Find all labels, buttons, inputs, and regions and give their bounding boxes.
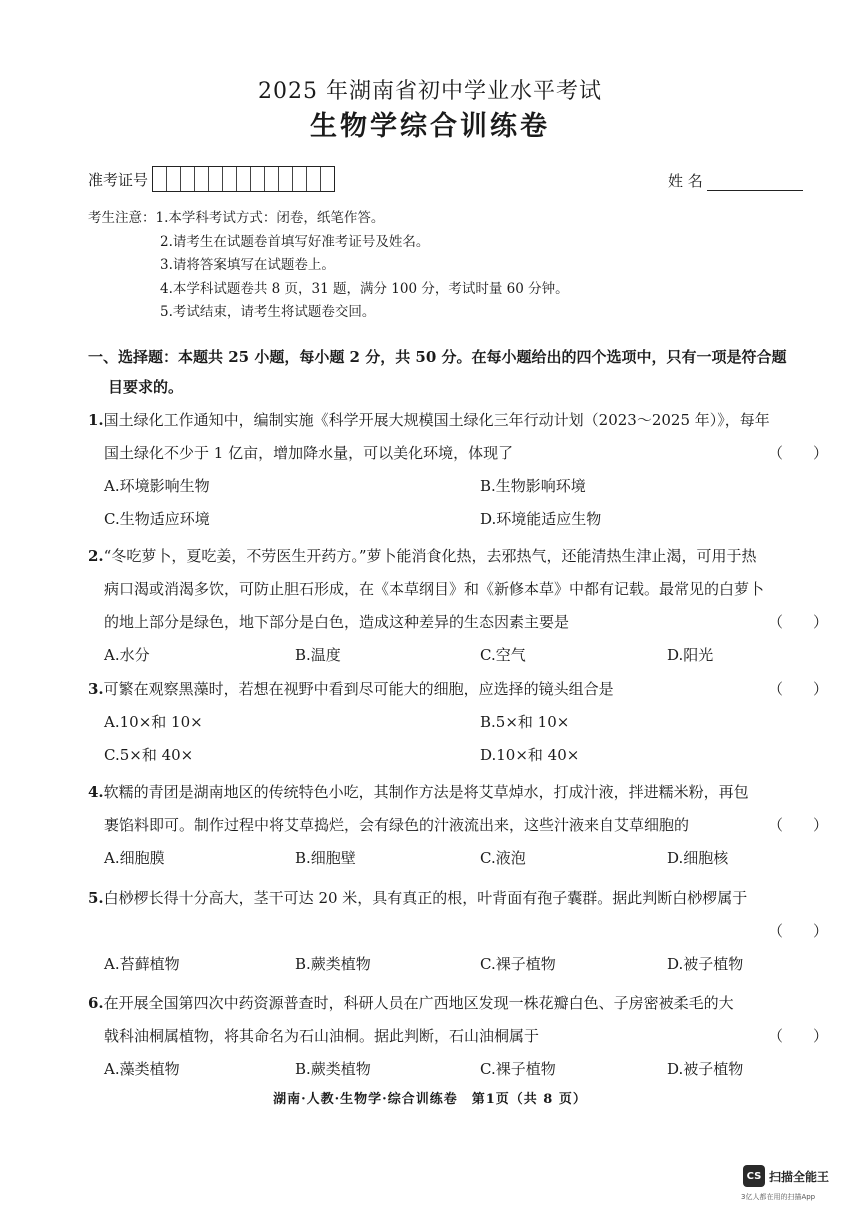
option-d: D.环境能适应生物 (480, 510, 602, 528)
answer-parenthesis[interactable]: （ ） (767, 613, 828, 631)
answer-parenthesis[interactable]: （ ） (767, 444, 828, 462)
option-b: B.5×和 10× (480, 713, 570, 731)
page-footer: 湖南·人教·生物学·综合训练卷 第1页（共 8 页） (273, 1092, 587, 1107)
question-6 (88, 987, 828, 1086)
notice-item: 3.请将答案填写在试题卷上。 (160, 257, 335, 273)
question-text: 戟科油桐属植物，将其命名为石山油桐。据此判断，石山油桐属于 (104, 1027, 540, 1045)
option-a: A.藻类植物 (104, 1060, 180, 1078)
option-b: B.生物影响环境 (480, 477, 586, 495)
candidate-name-row (668, 170, 803, 191)
option-row (88, 842, 828, 875)
option-row (88, 706, 828, 739)
answer-parenthesis[interactable]: （ ） (767, 922, 828, 940)
option-c: C.5×和 40× (104, 746, 194, 764)
question-number: 1. (88, 411, 104, 429)
candidate-id-digit-box[interactable] (181, 167, 195, 191)
candidate-id-digit-box[interactable] (307, 167, 321, 191)
option-a: A.水分 (104, 646, 150, 664)
option-d: D.被子植物 (667, 1060, 744, 1078)
answer-parenthesis[interactable]: （ ） (767, 680, 828, 698)
option-a: A.细胞膜 (104, 849, 165, 867)
option-a: A.环境影响生物 (104, 477, 210, 495)
notice-item: 2.请考生在试题卷首填写好准考证号及姓名。 (160, 233, 430, 250)
option-a: A.苔藓植物 (104, 955, 180, 973)
candidate-notice (88, 207, 569, 325)
notice-item: 1.本学科考试方式：闭卷，纸笔作答。 (155, 210, 385, 226)
question-number: 2. (88, 547, 104, 565)
question-text: 的地上部分是绿色，地下部分是白色，造成这种差异的生态因素主要是 (104, 613, 570, 631)
question-number: 5. (88, 889, 104, 907)
option-c: C.裸子植物 (480, 1060, 556, 1078)
option-row (88, 739, 828, 772)
option-row (88, 1053, 828, 1086)
option-row (88, 470, 828, 503)
question-number: 4. (88, 783, 104, 801)
question-number: 6. (88, 994, 104, 1012)
scanner-tagline: 3亿人都在用的扫描App (741, 1193, 816, 1201)
option-d: D.被子植物 (667, 955, 744, 973)
candidate-id-digit-box[interactable] (167, 167, 181, 191)
question-text: 国土绿化不少于 1 亿亩，增加降水量，可以美化环境，体现了 (104, 444, 514, 462)
option-d: D.10×和 40× (480, 746, 580, 764)
question-3 (88, 673, 828, 772)
question-4 (88, 776, 828, 875)
option-c: C.生物适应环境 (104, 510, 210, 528)
answer-parenthesis[interactable]: （ ） (767, 1027, 828, 1045)
candidate-id-row (88, 166, 335, 192)
candidate-id-digit-box[interactable] (279, 167, 293, 191)
notice-label: 考生注意： (88, 210, 156, 226)
question-text: 软糯的青团是湖南地区的传统特色小吃，其制作方法是将艾草焯水，打成汁液，拌进糯米粉，再包 (103, 783, 749, 801)
option-row (88, 639, 828, 672)
candidate-id-digit-box[interactable] (195, 167, 209, 191)
candidate-id-digit-box[interactable] (321, 167, 334, 191)
question-text: 白桫椤长得十分高大，茎干可达 20 米，具有真正的根，叶背面有孢子囊群。据此判断白桫椤属于 (103, 889, 748, 907)
candidate-id-digit-box[interactable] (153, 167, 167, 191)
scanner-app-name: 扫描全能王 (769, 1169, 830, 1184)
answer-parenthesis[interactable]: （ ） (767, 816, 828, 834)
option-b: B.温度 (295, 646, 341, 664)
question-text: 在开展全国第四次中药资源普查时，科研人员在广西地区发现一株花瓣白色、子房密被柔毛的大 (103, 994, 734, 1012)
option-d: D.细胞核 (667, 849, 729, 867)
candidate-id-digit-box[interactable] (293, 167, 307, 191)
option-d: D.阳光 (667, 646, 714, 664)
section-heading-line: 目要求的。 (108, 378, 184, 396)
candidate-id-digit-box[interactable] (251, 167, 265, 191)
scanner-watermark (743, 1165, 829, 1187)
question-text: 国土绿化工作通知中，编制实施《科学开展大规模国土绿化三年行动计划（2023～2025 年）》，每年 (103, 411, 770, 429)
option-c: C.裸子植物 (480, 955, 556, 973)
notice-item: 4.本学科试题卷共 8 页，31 题，满分 100 分，考试时量 60 分钟。 (160, 280, 569, 297)
option-b: B.蕨类植物 (295, 955, 371, 973)
question-5 (88, 882, 828, 981)
candidate-id-label: 准考证号 (88, 170, 149, 189)
candidate-name-blank[interactable] (707, 172, 803, 191)
question-2 (88, 540, 828, 672)
candidate-id-digit-box[interactable] (237, 167, 251, 191)
option-b: B.蕨类植物 (295, 1060, 371, 1078)
question-number: 3. (88, 680, 104, 698)
question-text: 裹馅料即可。制作过程中将艾草捣烂，会有绿色的汁液流出来，这些汁液来自艾草细胞的 (104, 816, 690, 834)
option-c: C.空气 (480, 646, 526, 664)
exam-title: 2025 年湖南省初中学业水平考试 (258, 79, 602, 104)
camscanner-logo-icon: CS (743, 1165, 765, 1187)
section-heading-line: 一、选择题：本题共 25 小题，每小题 2 分，共 50 分。在每小题给出的四个选项中，只有一项是符合题 (88, 348, 787, 366)
exam-subtitle: 生物学综合训练卷 (310, 111, 550, 142)
question-1 (88, 404, 828, 536)
option-row (88, 948, 828, 981)
section-heading (88, 342, 828, 402)
candidate-id-digit-box[interactable] (223, 167, 237, 191)
option-b: B.细胞壁 (295, 849, 356, 867)
candidate-id-digit-box[interactable] (209, 167, 223, 191)
candidate-name-label: 姓 名 (668, 172, 703, 190)
question-text: “冬吃萝卜，夏吃姜，不劳医生开药方。”萝卜能消食化热，去邪热气，还能清热生津止渴，可用于热 (103, 547, 757, 565)
candidate-id-digit-box[interactable] (265, 167, 279, 191)
question-text: 可繁在观察黑藻时，若想在视野中看到尽可能大的细胞，应选择的镜头组合是 (103, 680, 614, 698)
notice-item: 5.考试结束，请考生将试题卷交回。 (160, 304, 376, 320)
candidate-id-boxes[interactable] (152, 166, 335, 192)
option-c: C.液泡 (480, 849, 526, 867)
question-text: 病口渴或消渴多饮，可防止胆石形成，在《本草纲目》和《新修本草》中都有记载。最常见的白萝卜 (104, 580, 765, 598)
option-a: A.10×和 10× (104, 713, 203, 731)
option-row (88, 503, 828, 536)
